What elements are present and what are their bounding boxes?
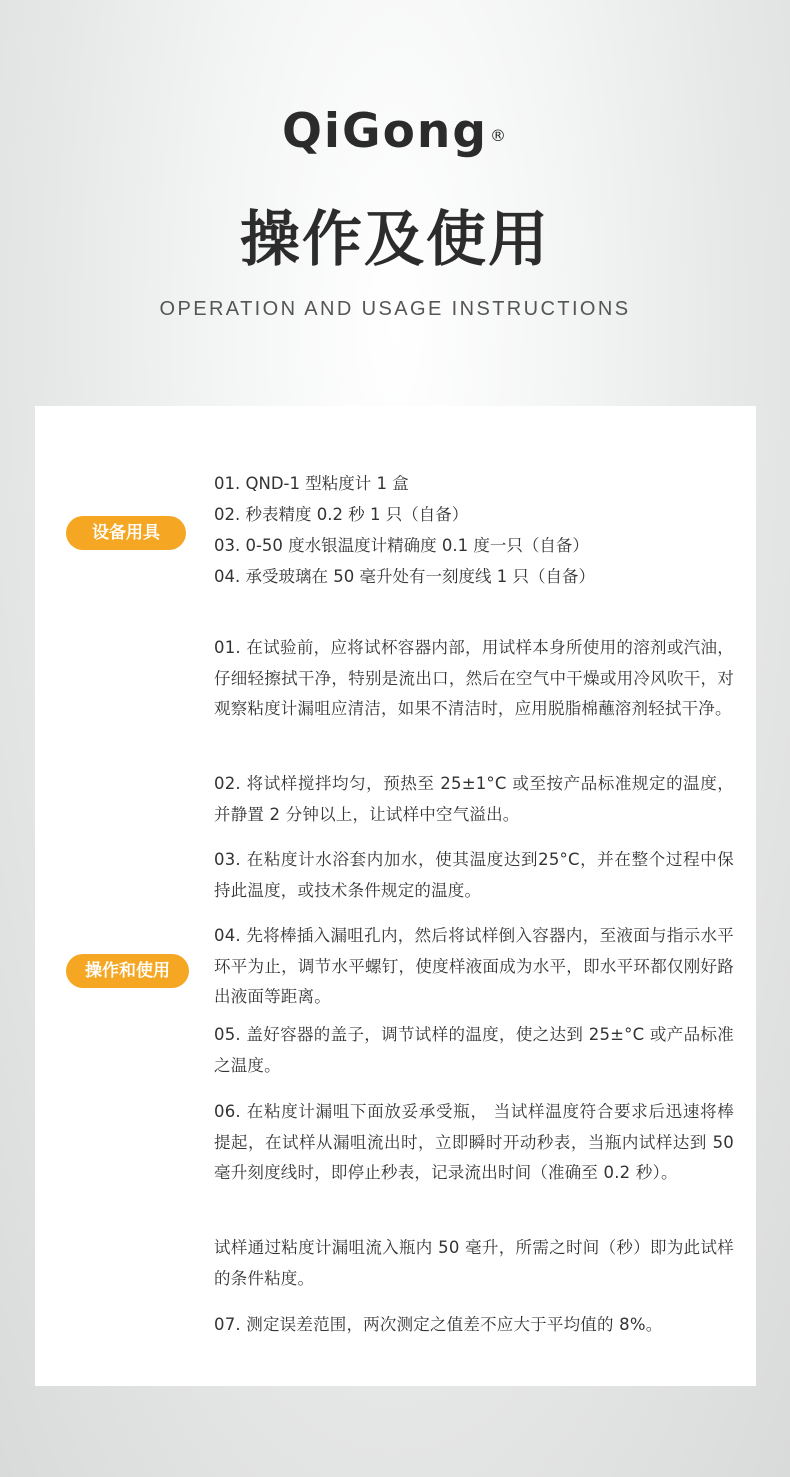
equipment-item: 03. 0-50 度水银温度计精确度 0.1 度一只（自备）	[214, 536, 589, 555]
operation-note: 试样通过粘度计漏咀流入瓶内 50 毫升，所需之时间（秒）即为此试样的条件粘度。	[214, 1238, 734, 1288]
registered-mark: ®	[490, 126, 509, 145]
page-title: 操作及使用	[240, 205, 550, 275]
operation-step: 04. 先将棒插入漏咀孔内，然后将试样倒入容器内，至液面与指示水平环平为止，调节水平螺钉，使度样液面成为水平，即水平环都仅刚好路出液面等距离。	[214, 926, 734, 1006]
operation-steps	[214, 633, 734, 1341]
operation-step: 07. 测定误差范围，两次测定之值差不应大于平均值的 8%。	[214, 1315, 663, 1334]
operation-step: 02. 将试样搅拌均匀，预热至 25±1°C 或至按产品标准规定的温度，并静置 2 分钟以上，让试样中空气溢出。	[214, 774, 734, 824]
equipment-item: 02. 秒表精度 0.2 秒 1 只（自备）	[214, 505, 469, 524]
equipment-badge: 设备用具	[66, 516, 186, 550]
operation-step: 06. 在粘度计漏咀下面放妥承受瓶， 当试样温度符合要求后迅速将棒提起，在试样从漏咀流出时，立即瞬时开动秒表，当瓶内试样达到 50 毫升刻度线时，即停止秒表，记录流出时间（准确至 0.2 秒）。	[214, 1102, 734, 1182]
instructions-card	[35, 406, 756, 1386]
brand-name: QiGong	[281, 104, 489, 159]
equipment-item: 01. QND-1 型粘度计 1 盒	[214, 474, 409, 493]
operation-step: 03. 在粘度计水浴套内加水，使其温度达到25°C，并在整个过程中保持此温度，或技术条件规定的温度。	[214, 850, 734, 900]
operation-badge: 操作和使用	[66, 954, 189, 988]
page-subtitle: OPERATION AND USAGE INSTRUCTIONS	[159, 298, 631, 320]
operation-step: 01. 在试验前，应将试杯容器内部，用试样本身所使用的溶剂或汽油，仔细轻擦拭干净，特别是流出口，然后在空气中干燥或用冷风吹干，对观察粘度计漏咀应清洁，如果不清洁时，应用脱脂棉蘸溶剂轻拭干净。	[214, 638, 734, 718]
page-header	[0, 0, 790, 406]
equipment-list	[214, 468, 734, 592]
brand-logo	[0, 102, 790, 162]
operation-step: 05. 盖好容器的盖子，调节试样的温度，使之达到 25±°C 或产品标准之温度。	[214, 1025, 734, 1075]
equipment-item: 04. 承受玻璃在 50 毫升处有一刻度线 1 只（自备）	[214, 567, 595, 586]
